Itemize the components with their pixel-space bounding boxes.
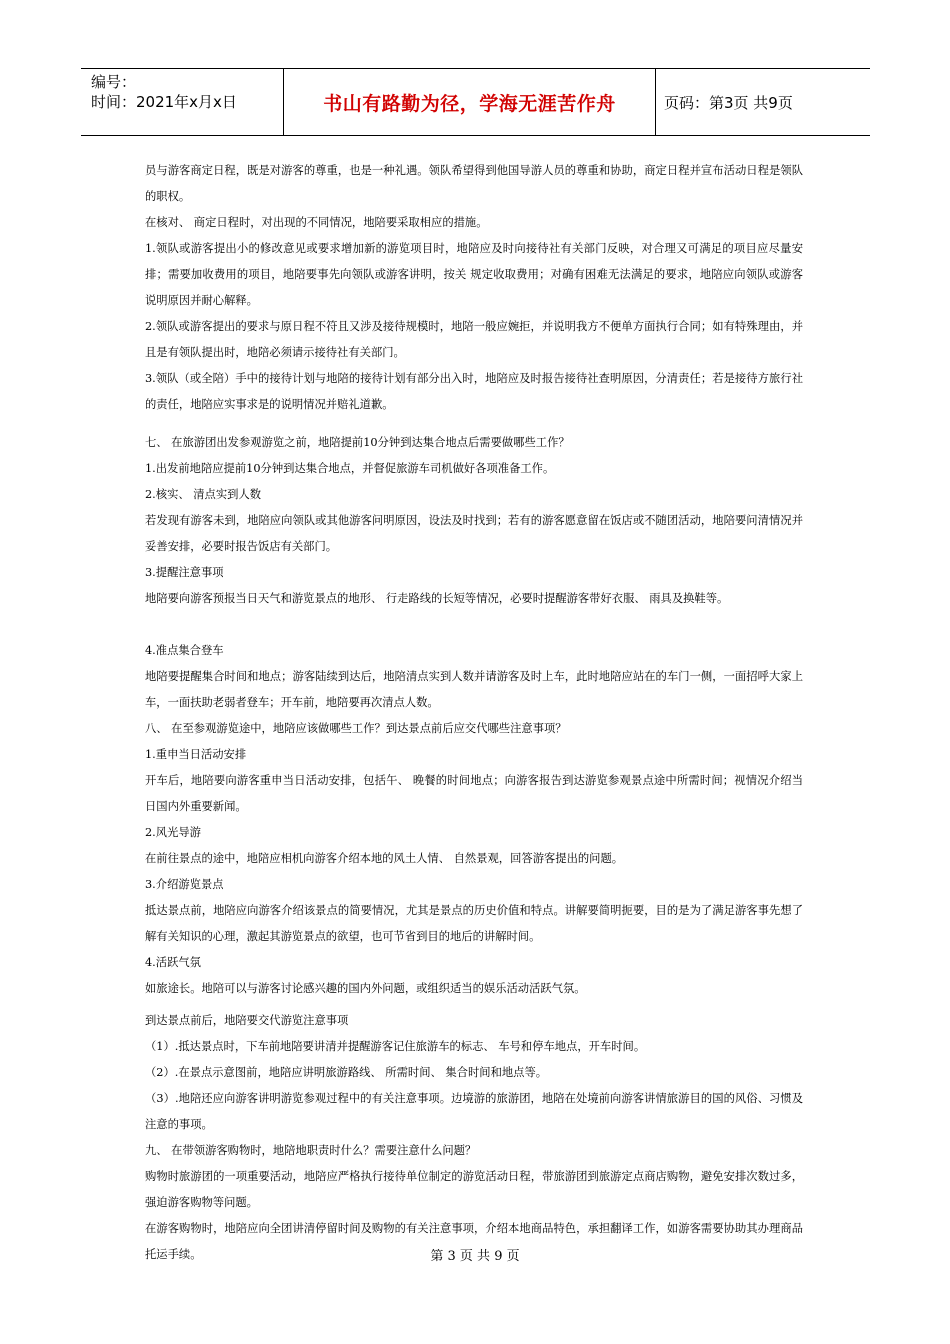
body-paragraph: 地陪要提醒集合时间和地点；游客陆续到达后，地陪清点实到人数并请游客及时上车，此时地陪应站在的车门一侧，一面招呼大家上车，一面扶助老弱者登车；开车前，地陪要再次清点人数。	[145, 670, 803, 709]
body-paragraph: 开车后，地陪要向游客重申当日活动安排，包括午、 晚餐的时间地点；向游客报告到达游览参观景点途中所需时间；视情况介绍当日国内外重要新闻。	[145, 774, 803, 813]
list-item: （3）.地陪还应向游客讲明游览参观过程中的有关注意事项。边境游的旅游团，地陪在处境前向游客讲情旅游目的国的风俗、习惯及注意的事项。	[145, 1092, 803, 1131]
sub-heading: 3.介绍游览景点	[145, 878, 224, 891]
body-paragraph: 如旅途长。地陪可以与游客讨论感兴趣的国内外问题，或组织适当的娱乐活动活跃气氛。	[145, 982, 586, 995]
body-paragraph: 1.出发前地陪应提前10分钟到达集合地点，并督促旅游车司机做好各项准备工作。	[145, 462, 555, 475]
section-heading-9: 九、 在带领游客购物时，地陪地职责时什么？需要注意什么问题？	[145, 1144, 477, 1157]
body-paragraph: 地陪要向游客预报当日天气和游览景点的地形、 行走路线的长短等情况，必要时提醒游客带好衣服、 雨具及换鞋等。	[145, 592, 729, 605]
body-paragraph: 购物时旅游团的一项重要活动，地陪应严格执行接待单位制定的游览活动日程，带旅游团到旅游定点商店购物，避免安排次数过多，强迫游客购物等问题。	[145, 1170, 803, 1209]
page-header	[81, 68, 870, 136]
body-paragraph: 若发现有游客未到，地陪应向领队或其他游客问明原因，设法及时找到；若有的游客愿意留在饭店或不随团活动，地陪要问清情况并妥善安排，必要时报告饭店有关部门。	[145, 514, 803, 553]
section-heading-7: 七、 在旅游团出发参观游览之前，地陪提前10分钟到达集合地点后需要做哪些工作？	[145, 436, 570, 449]
sub-heading: 4.活跃气氛	[145, 956, 201, 969]
body-paragraph: 3.领队（或全陪）手中的接待计划与地陪的接待计划有部分出入时，地陪应及时报告接待社查明原因，分清责任；若是接待方旅行社的责任，地陪应实事求是的说明情况并赔礼道歉。	[145, 372, 803, 411]
body-paragraph: 2.领队或游客提出的要求与原日程不符且又涉及接待规模时，地陪一般应婉拒，并说明我方不便单方面执行合同；如有特殊理由，并且是有领队提出时，地陪必须请示接待社有关部门。	[145, 320, 803, 359]
header-motto: 书山有路勤为径，学海无涯苦作舟	[283, 69, 656, 135]
page-footer: 第 3 页 共 9 页	[430, 1249, 520, 1264]
document-body	[145, 158, 803, 1268]
sub-heading: 2.风光导游	[145, 826, 201, 839]
body-paragraph: 在游客购物时，地陪应向全团讲清停留时间及购物的有关注意事项，介绍本地商品特色，承担翻译工作，如游客需要协助其办理商品托运手续。	[145, 1222, 803, 1261]
body-paragraph: 员与游客商定日程，既是对游客的尊重，也是一种礼遇。领队希望得到他国导游人员的尊重和协助，商定日程并宣布活动日程是领队的职权。	[145, 164, 803, 203]
sub-heading: 3.提醒注意事项	[145, 566, 224, 579]
sub-heading: 到达景点前后，地陪要交代游览注意事项	[145, 1014, 349, 1027]
body-paragraph: 1.领队或游客提出小的修改意见或要求增加新的游览项目时，地陪应及时向接待社有关部门反映，对合理又可满足的项目应尽量安排；需要加收费用的项目，地陪要事先向领队或游客讲明，按关 规定收取费用；对确有困难无法满足的要求，地陪应向领队或游客说明原因并耐心解释。	[145, 242, 803, 307]
list-item: （2）.在景点示意图前，地陪应讲明旅游路线、 所需时间、 集合时间和地点等。	[145, 1066, 548, 1079]
body-paragraph: 在核对、 商定日程时，对出现的不同情况，地陪要采取相应的措施。	[145, 216, 488, 229]
section-heading-8: 八、 在至参观游览途中，地陪应该做哪些工作？到达景点前后应交代哪些注意事项？	[145, 722, 567, 735]
sub-heading: 2.核实、 清点实到人数	[145, 488, 262, 501]
header-meta	[81, 69, 283, 135]
list-item: （1）.抵达景点时，下车前地陪要讲清并提醒游客记住旅游车的标志、 车号和停车地点，开车时间。	[145, 1040, 646, 1053]
sub-heading: 1.重申当日活动安排	[145, 748, 247, 761]
header-page-info: 页码：第3页 共9页	[664, 93, 793, 112]
document-time-label: 时间：2021年x月x日	[91, 93, 237, 111]
body-paragraph: 在前往景点的途中，地陪应相机向游客介绍本地的风土人情、 自然景观，回答游客提出的问题。	[145, 852, 624, 865]
document-number-label: 编号：	[91, 73, 137, 91]
sub-heading: 4.准点集合登车	[145, 644, 224, 657]
body-paragraph: 抵达景点前，地陪应向游客介绍该景点的简要情况，尤其是景点的历史价值和特点。讲解要简明扼要，目的是为了满足游客事先想了解有关知识的心理，激起其游览景点的欲望，也可节省到目的地后的讲解时间。	[145, 904, 803, 943]
